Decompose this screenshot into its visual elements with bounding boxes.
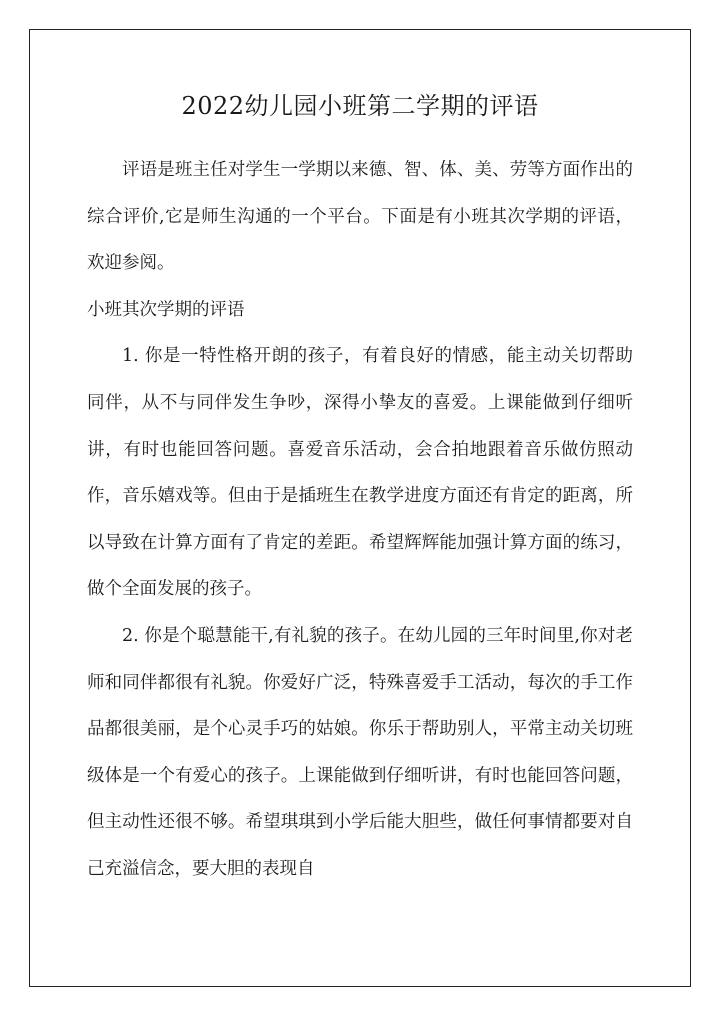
section-heading: 小班其次学期的评语 — [87, 299, 245, 320]
document-body — [87, 147, 633, 893]
comment-paragraph-1: 1. 你是一特性格开朗的孩子，有着良好的情感，能主动关切帮助同伴，从不与同伴发生争吵，深得小挚友的喜爱。上课能做到仔细听讲，有时也能回答问题。喜爱音乐活动，会合拍地跟着音乐做仿照动作，音乐嬉戏等。但由于是插班生在教学进度方面还有肯定的距离，所以导致在计算方面有了肯定的差距。希望辉辉能加强计算方面的练习，做个全面发展的孩子。 — [87, 346, 633, 600]
document-title: 2022幼儿园小班第二学期的评语 — [181, 92, 539, 120]
intro-paragraph: 评语是班主任对学生一学期以来德、智、体、美、劳等方面作出的综合评价,它是师生沟通的一个平台。下面是有小班其次学期的评语，欢迎参阅。 — [87, 160, 633, 274]
comment-paragraph-2: 2. 你是个聪慧能干,有礼貌的孩子。在幼儿园的三年时间里,你对老师和同伴都很有礼貌。你爱好广泛，特殊喜爱手工活动，每次的手工作品都很美丽，是个心灵手巧的姑娘。你乐于帮助别人，平常主动关切班级体是一个有爱心的孩子。上课能做到仔细听讲，有时也能回答问题，但主动性还很不够。希望琪琪到小学后能大胆些，做任何事情都要对自己充溢信念，要大胆的表现自 — [87, 625, 633, 879]
